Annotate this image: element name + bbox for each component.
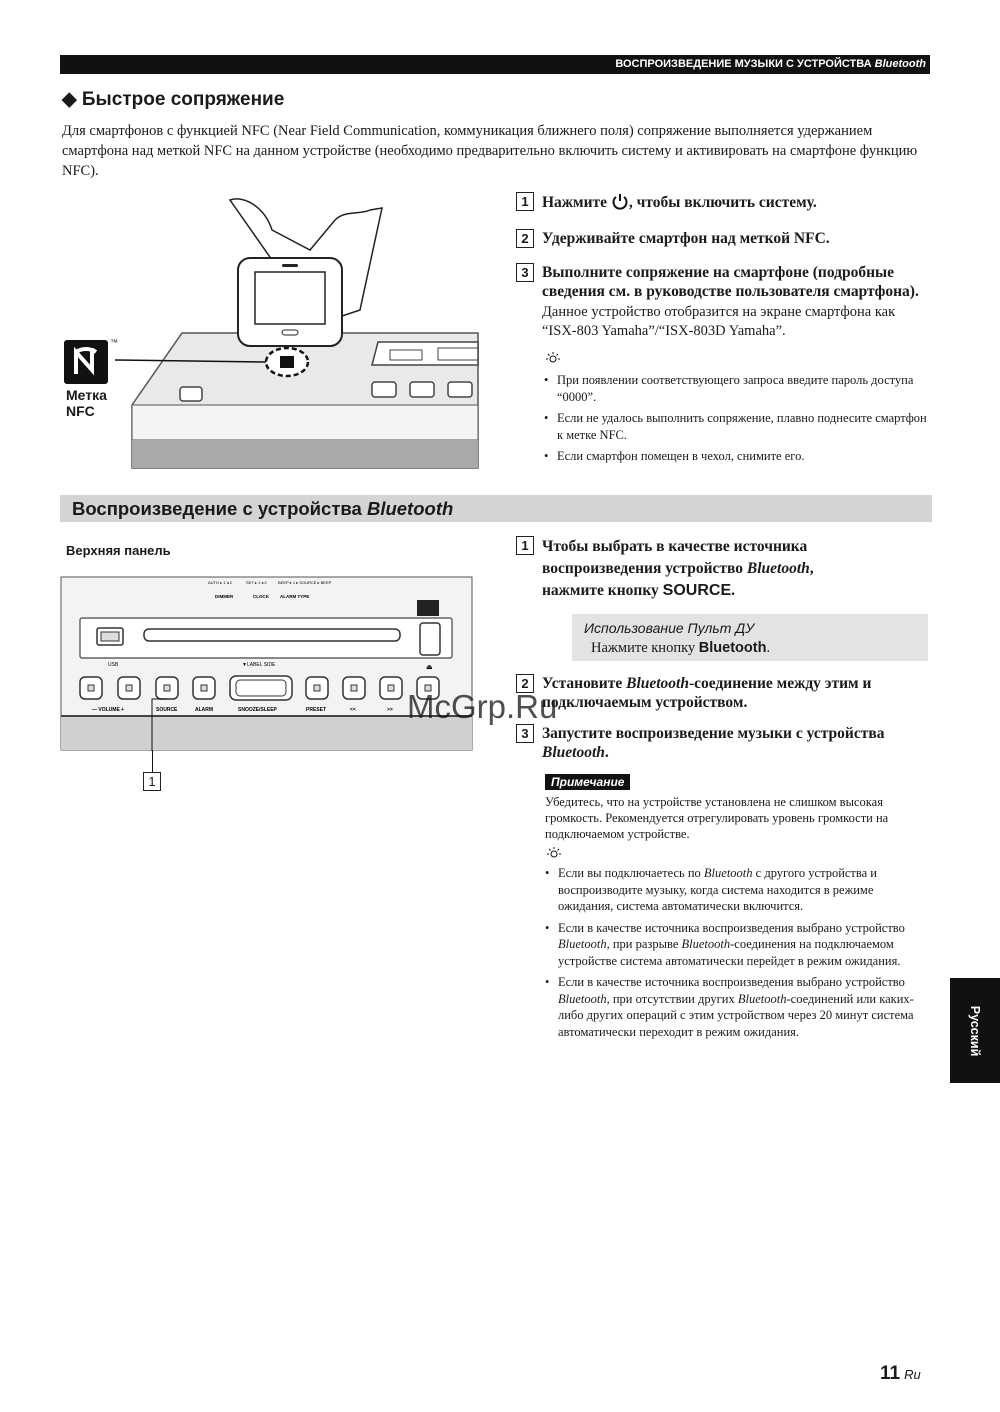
step3-italic: Bluetooth [542, 744, 605, 761]
step-text: Удерживайте смартфон над меткой NFC. [542, 230, 830, 247]
pairing-step-2 [516, 229, 930, 248]
top-panel-label: Верхняя панель [66, 543, 171, 558]
disc-slot [144, 629, 400, 641]
nfc-illustration [60, 190, 480, 470]
nfc-logo-icon [64, 340, 108, 384]
playback-title-italic: Bluetooth [366, 498, 454, 519]
playback-step-2 [516, 674, 930, 712]
svg-text:SET ▸ 1 ◂ 2: SET ▸ 1 ◂ 2 [246, 580, 267, 585]
step2-italic: Bluetooth [626, 675, 689, 692]
svg-text:⏏: ⏏ [426, 663, 433, 671]
pairing-steps [516, 192, 930, 470]
step-text: Выполните сопряжение на смартфоне (подробные сведения см. в руководстве пользователя смартфона). [542, 264, 919, 300]
playback-section-title [60, 495, 932, 522]
tip-icon [545, 846, 563, 860]
alarm-type-label: ALARM TYPE [280, 594, 310, 599]
svg-text:AUTO ▸ 1 ◂ 2: AUTO ▸ 1 ◂ 2 [208, 580, 232, 585]
usb-label: USB [108, 662, 119, 668]
step-detail: Данное устройство отобразится на экране смартфона как “ISX-803 Yamaha”/“ISX-803D Yamaha”. [542, 304, 896, 339]
tip-item: • Если в качестве источника воспроизведения выбрано устройство Bluetooth, при отсутствии других Bluetooth-соединений или каких-либо других операций с этим устройством через 20 минут система автоматически переходит в режим ожидания. [545, 974, 930, 1040]
remote-control-box [572, 614, 928, 661]
playback-step-1 [516, 536, 930, 602]
nfc-label-line2: NFC [66, 403, 95, 419]
tip-icon [544, 351, 562, 365]
step-number: 1 [516, 192, 534, 211]
alarm-label: ALARM [195, 707, 214, 713]
step-text-end: , чтобы включить систему. [628, 194, 817, 211]
step1-line2: воспроизведения устройство [542, 560, 744, 577]
label-side-label: ▼LABEL SIDE [242, 662, 276, 668]
disc-logo-icon [417, 600, 439, 616]
section-header-bar [60, 55, 930, 74]
snooze-label: SNOOZE/SLEEP [238, 707, 277, 713]
nfc-label [66, 387, 107, 419]
source-label: SOURCE [156, 707, 178, 713]
pairing-step-3 [516, 263, 930, 341]
quick-pairing-intro: Для смартфонов с функцией NFC (Near Field Communication, коммуникация ближнего поля) сопряжение выполняется удержанием смартфона над меткой NFC на данном устройстве (необходимо предварительно включить систему и активировать на смартфоне функцию NFC). [62, 123, 918, 179]
step1-line3: нажмите кнопку [542, 582, 659, 599]
step1-line2-end: , [809, 560, 814, 577]
prev-label: << [350, 707, 356, 713]
svg-text:BEEP ▸ 1 ▸ SOURCE ▸ BEEP: BEEP ▸ 1 ▸ SOURCE ▸ BEEP [278, 580, 332, 585]
step1-line2-italic: Bluetooth [746, 560, 810, 577]
step-number: 2 [516, 229, 534, 248]
remote-title: Использование Пульт ДУ [584, 620, 755, 636]
step1-line1: Чтобы выбрать в качестве источника [542, 538, 808, 555]
tip-item: • Если не удалось выполнить сопряжение, плавно поднесите смартфон к метке NFC. [544, 410, 930, 443]
clock-label: CLOCK [253, 594, 269, 599]
pairing-step-1 [516, 192, 930, 212]
step-text: Нажмите [542, 194, 608, 211]
tip-item: • Если в качестве источника воспроизведения выбрано устройство Bluetooth, при разрыве Bluetooth-соединения на подключаемом устройстве система автоматически перейдет в режим ожидания. [545, 920, 930, 970]
section-header-italic: Bluetooth [874, 58, 926, 70]
step2-text-end: -соединение между этим и подключаемым устройством. [542, 675, 872, 711]
bluetooth-key-label: Bluetooth [698, 640, 767, 656]
playback-tips [545, 865, 930, 1040]
step-number: 3 [516, 263, 534, 282]
quick-pairing-title: ◆ Быстрое сопряжение [62, 89, 285, 110]
remote-text: Нажмите кнопку [591, 640, 696, 656]
step-number: 1 [516, 536, 534, 555]
step2-text: Установите [542, 675, 623, 692]
step1-line3-end: . [731, 582, 735, 599]
playback-steps [516, 536, 930, 602]
volume-label: — VOLUME + [92, 707, 125, 713]
step3-text: Запустите воспроизведение музыки с устройства [542, 725, 885, 742]
nfc-tm: ™ [110, 338, 118, 347]
language-tab-label: Русский [968, 1005, 982, 1056]
page-language: Ru [904, 1367, 921, 1382]
panel-callout-1: 1 [143, 772, 161, 791]
playback-step-3 [516, 724, 930, 762]
tip-item: • Если вы подключаетесь по Bluetooth с другого устройства и воспроизводите музыку, когда система находится в режиме ожидания, система автоматически включится. [545, 865, 930, 915]
preset-label: PRESET [306, 707, 327, 713]
pairing-tips [544, 372, 930, 465]
section-header-text: ВОСПРОИЗВЕДЕНИЕ МУЗЫКИ С УСТРОЙСТВА [615, 58, 872, 70]
dimmer-label: DIMMER [215, 594, 234, 599]
source-key-label: SOURCE [662, 582, 732, 599]
next-label: >> [387, 707, 393, 713]
page-number-value: 11 [880, 1363, 901, 1384]
note-tag: Примечание [545, 774, 630, 790]
tip-item: • Если смартфон помещен в чехол, снимите его. [544, 448, 930, 465]
playback-steps-2 [516, 674, 930, 1045]
language-side-tab [950, 978, 1000, 1083]
step-number: 3 [516, 724, 534, 743]
nfc-label-line1: Метка [66, 387, 107, 403]
watermark: McGrp.Ru [407, 688, 558, 725]
step-number: 2 [516, 674, 534, 693]
tip-item: • При появлении соответствующего запроса введите пароль доступа “0000”. [544, 372, 930, 405]
playback-title-plain: Воспроизведение с устройства [72, 498, 362, 519]
step3-end: . [604, 744, 609, 761]
page-number [880, 1363, 921, 1385]
note-text: Убедитесь, что на устройстве установлена не слишком высокая громкость. Рекомендуется отрегулировать уровень громкости на подключаемом устройстве. [545, 795, 889, 841]
power-icon [611, 192, 629, 210]
remote-text-end: . [766, 640, 771, 656]
